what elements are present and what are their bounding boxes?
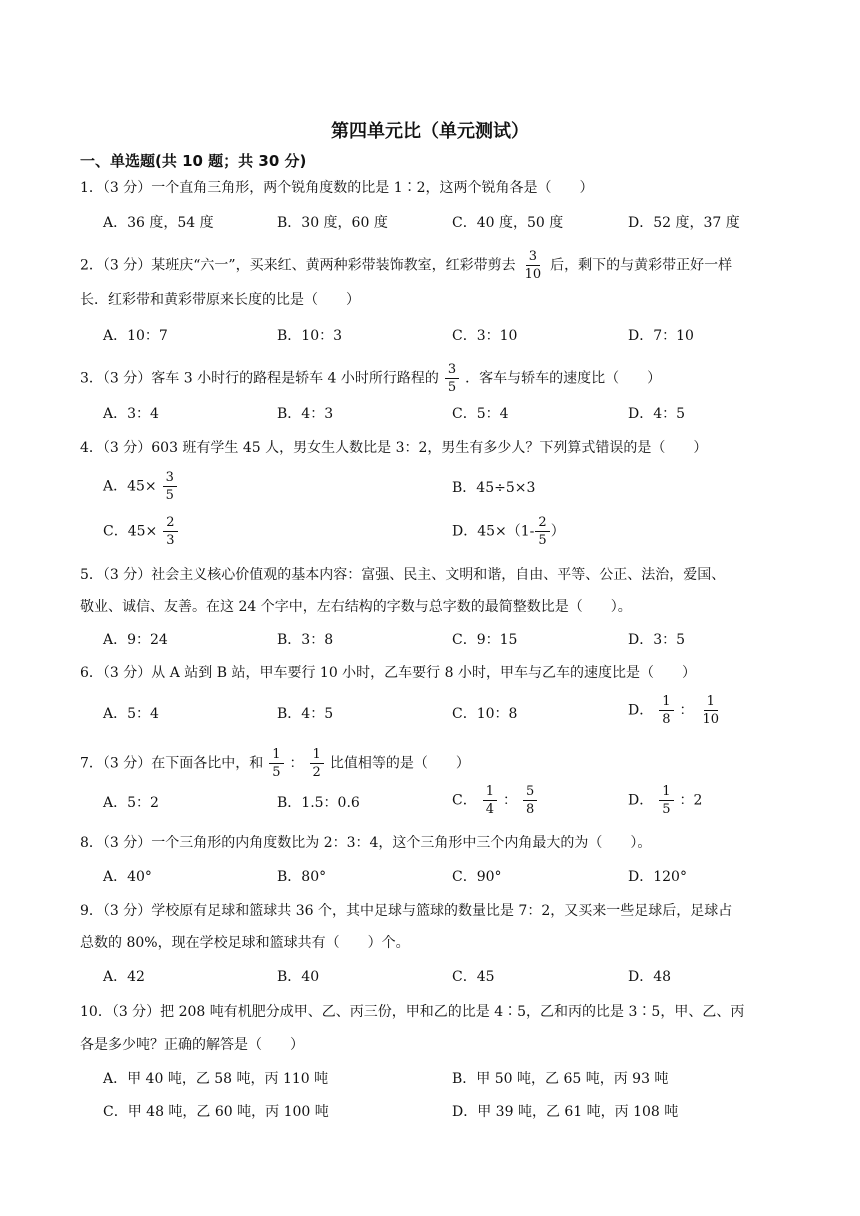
fraction: $\frac{1}{5}$ bbox=[269, 748, 283, 779]
question-6-stem: 6．（3 分）从 A 站到 B 站，甲车要行 10 小时，乙车要行 8 小时，甲车与乙车的速度比是（ ） bbox=[80, 665, 696, 681]
section-heading: 一、单选题(共 10 题；共 30 分) bbox=[80, 152, 307, 170]
question-8-option-a: A．40° bbox=[103, 869, 152, 885]
question-6-option-c: C．10：8 bbox=[452, 706, 518, 722]
question-10-stem-line2: 各是多少吨？正确的解答是（ ） bbox=[80, 1037, 304, 1053]
question-7-stem: 7．（3 分）在下面各比中，和 $\frac{1}{5}$ ： $\frac{1}{2}$ 比值相等的是（ ） bbox=[80, 747, 470, 780]
question-2-stem bbox=[80, 250, 732, 281]
question-5-stem-line2: 敬业、诚信、友善。在这 24 个字中，左右结构的字数与总字数的最简整数比是（ ）。 bbox=[80, 599, 632, 615]
question-5-option-a: A．9：24 bbox=[103, 632, 168, 648]
question-7-option-d: D． $\frac{1}{5}$ ：2 bbox=[628, 784, 703, 817]
page-title: 第四单元比（单元测试） bbox=[331, 121, 529, 142]
question-1-option-c: C．40 度，50 度 bbox=[452, 215, 564, 231]
question-7-option-a: A．5：2 bbox=[103, 795, 159, 811]
fraction: $\frac{1}{4}$ bbox=[483, 785, 497, 816]
question-1-option-b: B．30 度，60 度 bbox=[277, 215, 388, 231]
question-9-option-b: B．40 bbox=[277, 969, 320, 985]
question-4-stem: 4．（3 分）603 班有学生 45 人，男女生人数比是 3：2，男生有多少人？下列算式错误的是（ ） bbox=[80, 440, 708, 456]
question-5-option-d: D．3：5 bbox=[628, 632, 686, 648]
question-7-stem-start: 7．（3 分）在下面各比中，和 bbox=[80, 755, 264, 772]
question-10-option-c: C．甲 48 吨，乙 60 吨，丙 100 吨 bbox=[103, 1104, 329, 1120]
fraction: $\frac{2}{3}$ bbox=[163, 516, 177, 547]
question-4-option-c: C．45× $\frac{2}{3}$ bbox=[103, 516, 184, 547]
fraction: $\frac{1}{10}$ bbox=[702, 694, 720, 727]
fraction: $\frac{1}{2}$ bbox=[310, 748, 324, 779]
question-10-option-b: B．甲 50 吨，乙 65 吨，丙 93 吨 bbox=[452, 1071, 669, 1087]
question-2-stem-line2: 长．红彩带和黄彩带原来长度的比是（ ） bbox=[80, 292, 360, 308]
question-5-option-b: B．3：8 bbox=[277, 632, 334, 648]
question-2-option-d: D．7：10 bbox=[628, 328, 694, 344]
fraction: $\frac{2}{5}$ bbox=[535, 516, 549, 547]
question-7-option-c: C． $\frac{1}{4}$ ： $\frac{5}{8}$ bbox=[452, 785, 543, 816]
question-3-option-a: A．3：4 bbox=[103, 406, 159, 422]
question-3-stem bbox=[80, 363, 661, 394]
question-3-stem-start: 3．（3 分）客车 3 小时行的路程是轿车 4 小时所行路程的 bbox=[80, 370, 439, 387]
question-7-stem-end: 比值相等的是（ ） bbox=[329, 755, 470, 772]
question-2-option-b: B．10：3 bbox=[277, 328, 343, 344]
question-8-option-c: C．90° bbox=[452, 869, 502, 885]
fraction: $\frac{1}{8}$ bbox=[659, 695, 673, 726]
question-6-option-a: A．5：4 bbox=[103, 706, 159, 722]
question-10-option-d: D．甲 39 吨，乙 61 吨，丙 108 吨 bbox=[452, 1104, 679, 1120]
question-2-stem-start: 2．（3 分）某班庆“六一”，买来红、黄两种彩带装饰教室，红彩带剪去 bbox=[80, 257, 516, 274]
fraction: $\frac{5}{8}$ bbox=[523, 785, 537, 816]
question-9-stem: 9．（3 分）学校原有足球和篮球共 36 个，其中足球与篮球的数量比是 7：2，又买来一些足球后，足球占 bbox=[80, 903, 733, 919]
question-5-stem: 5．（3 分）社会主义核心价值观的基本内容：富强、民主、文明和谐，自由、平等、公正、法治，爱国、 bbox=[80, 567, 726, 583]
question-1-stem: 1．（3 分）一个直角三角形，两个锐角度数的比是 1∶2，这两个锐角各是（ ） bbox=[80, 180, 594, 196]
question-1-option-a: A．36 度，54 度 bbox=[103, 215, 214, 231]
question-9-option-c: C．45 bbox=[452, 969, 495, 985]
question-2-option-a: A．10：7 bbox=[103, 328, 168, 344]
question-7-option-b: B．1.5：0.6 bbox=[277, 795, 360, 811]
question-9-option-d: D．48 bbox=[628, 969, 672, 985]
fraction: $\frac{3}{10}$ bbox=[524, 249, 542, 282]
question-2-stem-end: 后，剩下的与黄彩带正好一样 bbox=[550, 257, 733, 274]
question-3-option-c: C．5：4 bbox=[452, 406, 509, 422]
fraction: $\frac{1}{5}$ bbox=[659, 785, 673, 816]
question-8-stem: 8．（3 分）一个三角形的内角度数比为 2：3：4，这个三角形中三个内角最大的为（ ）。 bbox=[80, 835, 652, 851]
question-4-option-b: B．45÷5×3 bbox=[452, 480, 536, 496]
question-3-option-d: D．4：5 bbox=[628, 406, 686, 422]
fraction: $\frac{3}{5}$ bbox=[163, 471, 177, 502]
question-9-option-a: A．42 bbox=[103, 969, 145, 985]
question-8-option-d: D．120° bbox=[628, 869, 687, 885]
question-4-option-a: A．45× $\frac{3}{5}$ bbox=[103, 471, 183, 502]
question-9-stem-line2: 总数的 80%，现在学校足球和篮球共有（ ）个。 bbox=[80, 935, 410, 951]
question-6-option-b: B．4：5 bbox=[277, 706, 334, 722]
fraction: $\frac{3}{5}$ bbox=[445, 363, 459, 394]
question-3-stem-end: ．客车与轿车的速度比（ ） bbox=[465, 370, 662, 387]
question-3-option-b: B．4：3 bbox=[277, 406, 334, 422]
question-8-option-b: B．80° bbox=[277, 869, 327, 885]
question-6-option-d: D． $\frac{1}{8}$ ： $\frac{1}{10}$ bbox=[628, 695, 728, 726]
question-1-option-d: D．52 度，37 度 bbox=[628, 215, 740, 231]
question-5-option-c: C．9：15 bbox=[452, 632, 518, 648]
question-10-stem: 10．（3 分）把 208 吨有机肥分成甲、乙、丙三份，甲和乙的比是 4∶5，乙和丙的比是 3∶5，甲、乙、丙 bbox=[80, 1004, 745, 1020]
question-4-option-d: D．45×（1- $\frac{2}{5}$ ） bbox=[452, 515, 565, 548]
question-2-option-c: C．3：10 bbox=[452, 328, 518, 344]
question-10-option-a: A．甲 40 吨，乙 58 吨，丙 110 吨 bbox=[103, 1071, 329, 1087]
